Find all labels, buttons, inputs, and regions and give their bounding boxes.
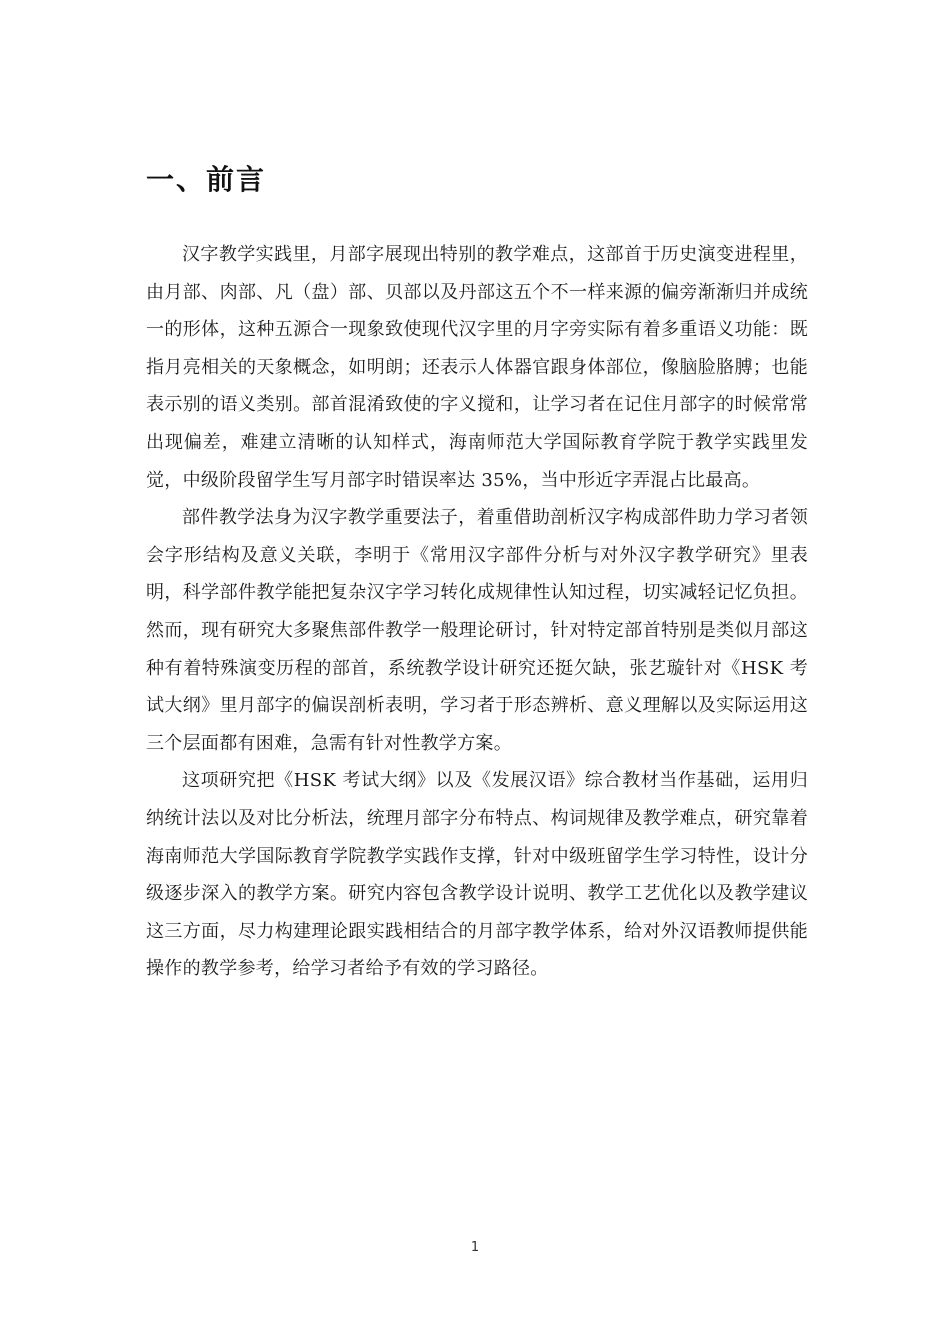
page-number: 1 bbox=[470, 1240, 480, 1255]
body-text bbox=[146, 236, 808, 988]
paragraph-1: 汉字教学实践里，月部字展现出特别的教学难点，这部首于历史演变进程里，由月部、肉部、凡（盘）部、贝部以及丹部这五个不一样来源的偏旁渐渐归并成统一的形体，这种五源合一现象致使现代汉字里的月字旁实际有着多重语义功能：既指月亮相关的天象概念，如明朗；还表示人体器官跟身体部位，像脑脸胳膊；也能表示别的语义类别。部首混淆致使的字义搅和，让学习者在记住月部字的时候常常出现偏差，难建立清晰的认知样式，海南师范大学国际教育学院于教学实践里发觉，中级阶段留学生写月部字时错误率达 35%，当中形近字弄混占比最高。 bbox=[146, 244, 808, 491]
section-heading: 一、前言 bbox=[146, 163, 267, 196]
paragraph-3: 这项研究把《HSK 考试大纲》以及《发展汉语》综合教材当作基础，运用归纳统计法以及对比分析法，统理月部字分布特点、构词规律及教学难点，研究靠着海南师范大学国际教育学院教学实践作支撑，针对中级班留学生学习特性，设计分级逐步深入的教学方案。研究内容包含教学设计说明、教学工艺优化以及教学建议这三方面，尽力构建理论跟实践相结合的月部字教学体系，给对外汉语教师提供能操作的教学参考，给学习者给予有效的学习路径。 bbox=[146, 770, 808, 980]
paragraph-2: 部件教学法身为汉字教学重要法子，着重借助剖析汉字构成部件助力学习者领会字形结构及意义关联，李明于《常用汉字部件分析与对外汉字教学研究》里表明，科学部件教学能把复杂汉字学习转化成规律性认知过程，切实减轻记忆负担。然而，现有研究大多聚焦部件教学一般理论研讨，针对特定部首特别是类似月部这种有着特殊演变历程的部首，系统教学设计研究还挺欠缺，张艺璇针对《HSK 考试大纲》里月部字的偏误剖析表明，学习者于形态辨析、意义理解以及实际运用这三个层面都有困难，急需有针对性教学方案。 bbox=[146, 507, 808, 754]
